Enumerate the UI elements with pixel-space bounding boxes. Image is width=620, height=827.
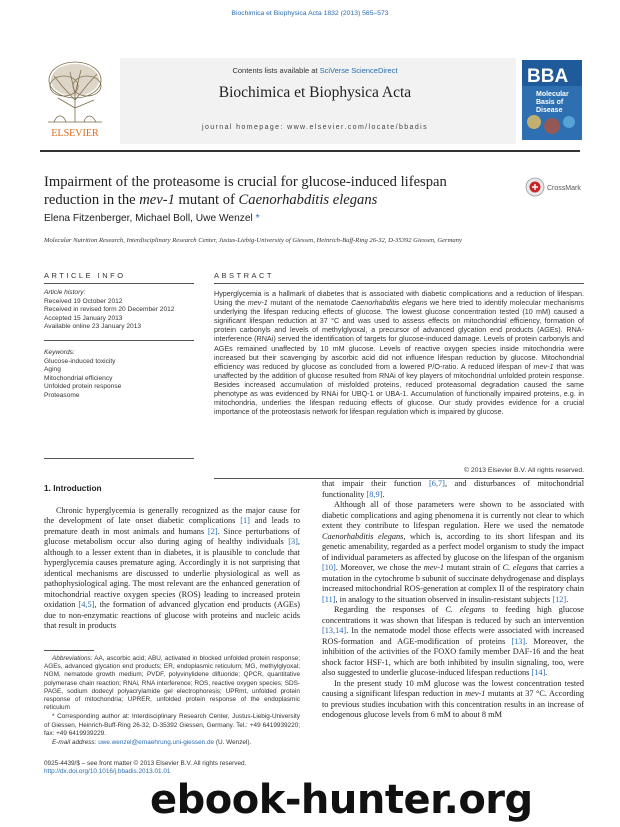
- contents-prefix: Contents lists available at: [232, 66, 320, 75]
- corresponding-author-mark[interactable]: *: [255, 213, 260, 224]
- citation-link[interactable]: [14]: [531, 668, 546, 677]
- intro-paragraph-continued: that impair their function [6,7], and disturbances of mitochondrial functionality [8,9].: [322, 479, 584, 499]
- copyright-notice: © 2013 Elsevier B.V. All rights reserved.: [464, 467, 584, 474]
- footnote-rule: [44, 650, 94, 651]
- doi-link[interactable]: http://dx.doi.org/10.1016/j.bbadis.2013.01.01: [44, 768, 171, 776]
- citation-link[interactable]: [2]: [207, 526, 218, 536]
- intro-paragraph-4: In the present study 10 mM glucose was the lowest concentration tested causing a significant lifespan reduction in mev-1 mutants at 37 °C. According to previous studies incubation with this concentration results in an increase of endogenous glucose levels from 6 mM to about 8 mM: [322, 678, 584, 719]
- intro-paragraph-1: Chronic hyperglycemia is generally recognized as the major cause for the development of late onset diabetic complications [1] and leads to premature death in most animals and humans [2]. Since perturbations of glucose metabolism occur also during aging of healthy individuals [3], although to a lesser extent than in diabetes, it is plausible to conclude that hyperglycemia causes premature aging. Accordingly it is not surprising that identical mechanisms are discussed to underlie physiological as well as pathophysiological aging. The most relevant are the enhanced generation of mitochondrial reactive oxygen species (ROS) leading to increased protein oxidation [4,5], the formation of advanced glycation end products (AGEs) due to non-enzymatic reactions of glucose with proteins and nucleic acids that result in products: [44, 505, 300, 630]
- keyword-item: Proteasome: [44, 391, 80, 399]
- svg-text:ELSEVIER: ELSEVIER: [51, 128, 99, 139]
- citation-link[interactable]: [1]: [240, 516, 250, 525]
- elsevier-tree-icon: [40, 56, 110, 140]
- issn-line: [44, 760, 300, 776]
- crossmark-icon: [525, 176, 585, 198]
- keyword-item: Unfolded protein response: [44, 383, 122, 391]
- sciencedirect-link[interactable]: SciVerse ScienceDirect: [319, 66, 398, 75]
- article-info-rule: [44, 283, 194, 284]
- right-column: [322, 479, 584, 721]
- keywords-end-rule: [44, 458, 194, 459]
- journal-homepage[interactable]: journal homepage: www.elsevier.com/locate/bbadis: [202, 124, 428, 131]
- keyword-item: Glucose-induced toxicity: [44, 357, 116, 365]
- footnotes: [44, 655, 300, 748]
- citation-link[interactable]: [10]: [322, 563, 336, 572]
- email-link[interactable]: uwe.wenzel@ernaehrung.uni-giessen.de: [98, 739, 215, 747]
- citation-link[interactable]: [3]: [288, 537, 298, 546]
- keywords: [44, 349, 194, 401]
- email-footnote: E-mail address: uwe.wenzel@ernaehrung.uni-giessen.de (U. Wenzel).: [52, 739, 252, 747]
- svg-text:BBA: BBA: [527, 66, 569, 87]
- abstract-rule: [214, 283, 584, 284]
- citation-link[interactable]: [13,14]: [322, 626, 347, 635]
- citation-link[interactable]: [12]: [552, 594, 567, 604]
- intro-paragraph-3: Regarding the responses of C. elegans to feeding high glucose concentrations it was shown that lifespan is reduced by such an intervention [13,14]. In the nematode model those effects were associated with increased ROS-formation and AGE-modification of proteins [13]. Moreover, the inhibition of the activities of the FOXO family member DAF-16 and the heat shock factor HSF-1, which are both inhibited by insulin signaling, too, were also suggested to underlie glucose-induced lifespan reductions [14].: [322, 605, 584, 677]
- citation-link[interactable]: [13]: [511, 636, 526, 646]
- section-heading-introduction: 1. Introduction: [44, 483, 102, 493]
- svg-text:Molecular: Molecular: [536, 91, 569, 98]
- left-column: [44, 483, 300, 632]
- keyword-item: Aging: [44, 366, 61, 374]
- abbreviations-footnote: Abbreviations: AA, ascorbic acid; ABU, activated in blocked unfolded protein response; AGEs, advanced glycation end products; ER, endoplasmic reticulum; MG, methylglyoxal; NGM, nematode growth medium; PVDF, polyvinylidene difluoride; QPCR, quantitative polymerase chain reaction; RNAi, RNA interference; ROS, reactive oxygen species; SDS-PAGE, sodium dodecyl polyacrylamide gel electrophoresis; UPRmt, unfolded protein response of mitochondria; UPRER, unfolded protein response of the endoplasmic reticulum: [44, 655, 300, 712]
- history-accepted: Accepted 15 January 2013: [44, 314, 123, 322]
- history-online: Available online 23 January 2013: [44, 323, 142, 331]
- citation-link[interactable]: [6,7]: [429, 479, 445, 488]
- history-label: Article history:: [44, 289, 86, 296]
- keyword-item: Mitochondrial efficiency: [44, 374, 113, 382]
- paper-title: Impairment of the proteasome is crucial for glucose-induced lifespan reduction in the mev-1 mutant of Caenorhabditis elegans: [44, 174, 447, 208]
- journal-name: Biochimica et Biophysica Acta: [218, 84, 412, 101]
- corresponding-author-footnote: * Corresponding author at: Interdisciplinary Research Center, Justus-Liebig-University of Giessen, Heinrich-Buff-Ring 26-32, D-35392 Giessen, Germany. Tel.: +49 6419939220; fax: +49 6419939229.: [44, 713, 300, 737]
- svg-text:CrossMark: CrossMark: [547, 185, 581, 192]
- history-received: Received 19 October 2012: [44, 297, 123, 305]
- watermark-text: ebook-hunter.org: [150, 777, 533, 823]
- svg-text:Basis of: Basis of: [536, 99, 564, 106]
- issn-text: 0925-4439/$ – see front matter © 2013 Elsevier B.V. All rights reserved.: [44, 760, 247, 767]
- author-list: Elena Fitzenberger, Michael Boll, Uwe Wenzel *: [44, 213, 260, 224]
- history-divider: [44, 340, 194, 341]
- elsevier-logo: [40, 56, 110, 140]
- keywords-label: Keywords:: [44, 349, 75, 356]
- abstract-text: Hyperglycemia is a hallmark of diabetes that is associated with diabetic complications and a reduction of lifespan. Using the mev-1 mutant of the nematode Caenorhabditis elegans we here tried to identify molecular mechanisms underlying the lifespan reducing effects of glucose. The lowest glucose concentration tested (10 mM) caused a significant lifespan reduction at 37 °C and was used to assess effects on mitochondrial efficiency, formation of protein carbonyls and levels of methylglyoxal, a precursor of advanced glycation end products (AGEs). RNA-interference (RNAi) served the identification of targets for glucose-induced damage. Levels of protein carbonyls and AGEs remained unaffected by 10 mM glucose. Levels of reactive oxygen species inside mitochondria were increased but their scavenging by ascorbic acid did not influence lifespan reduction by glucose. Mitochondrial efficiency was reduced by glucose as concluded from a lowered P/O-ratio. A reduced lifespan of mev-1 that was unaffected by the addition of glucose resulted from RNAi of key players of mitochondrial unfolded protein response. Besides increased accumulation of misfolded proteins, reduced proteasomal degradation caused the same phenotype as was evidenced by RNAi for UBQ-1 or UBA-1. Accumulation of functionally impaired proteins, e.g. in mitochondria, underlies the lifespan reducing effects of glucose. Our study provides evidence for a crucial importance of the proteostasis network for lifespan regulation which is impaired by glucose.: [214, 289, 584, 417]
- abstract-heading: ABSTRACT: [214, 271, 275, 280]
- citation-link[interactable]: [11]: [322, 594, 336, 604]
- svg-text:Disease: Disease: [536, 107, 563, 114]
- citation-link[interactable]: [8,9]: [366, 489, 383, 499]
- affiliation: Molecular Nutrition Research, Interdisciplinary Research Center, Justus-Liebig-University of Giessen, Heinrich-Buff-Ring 26-32, D-35392 Giessen, Germany: [44, 237, 462, 244]
- bba-cover-image: [522, 60, 582, 140]
- citation-link[interactable]: [4,5]: [78, 600, 95, 609]
- header-divider: [40, 150, 580, 152]
- contents-available-line: [150, 66, 480, 75]
- intro-paragraph-2: Although all of those parameters were shown to be associated with diabetic complications and aging phenomena it is currently not clear to which extent they contribute to lifespan regulation. Here we used the nematode Caenorhabditis elegans, which is, according to its short lifespan and its genetic amenability, regarded as a perfect model organism to study the impact of individual parameters as affected by glucose on the lifespan of the organism [10]. Moreover, we chose the mev-1 mutant strain of C. elegans that carries a mutation in the cytochrome b subunit of succinate dehydrogenase and displays increased mitochondrial ROS-generation at complex II of the respiratory chain [11], in analogy to the situation observed in insulin-resistant subjects [12].: [322, 500, 584, 604]
- article-history: [44, 289, 194, 332]
- history-revised: Received in revised form 20 December 2012: [44, 306, 175, 314]
- crossmark-badge[interactable]: [525, 176, 585, 198]
- journal-cover: [522, 60, 582, 140]
- article-info-heading: ARTICLE INFO: [44, 271, 126, 280]
- journal-reference[interactable]: Biochimica et Biophysica Acta 1832 (2013) 565–573: [231, 10, 389, 17]
